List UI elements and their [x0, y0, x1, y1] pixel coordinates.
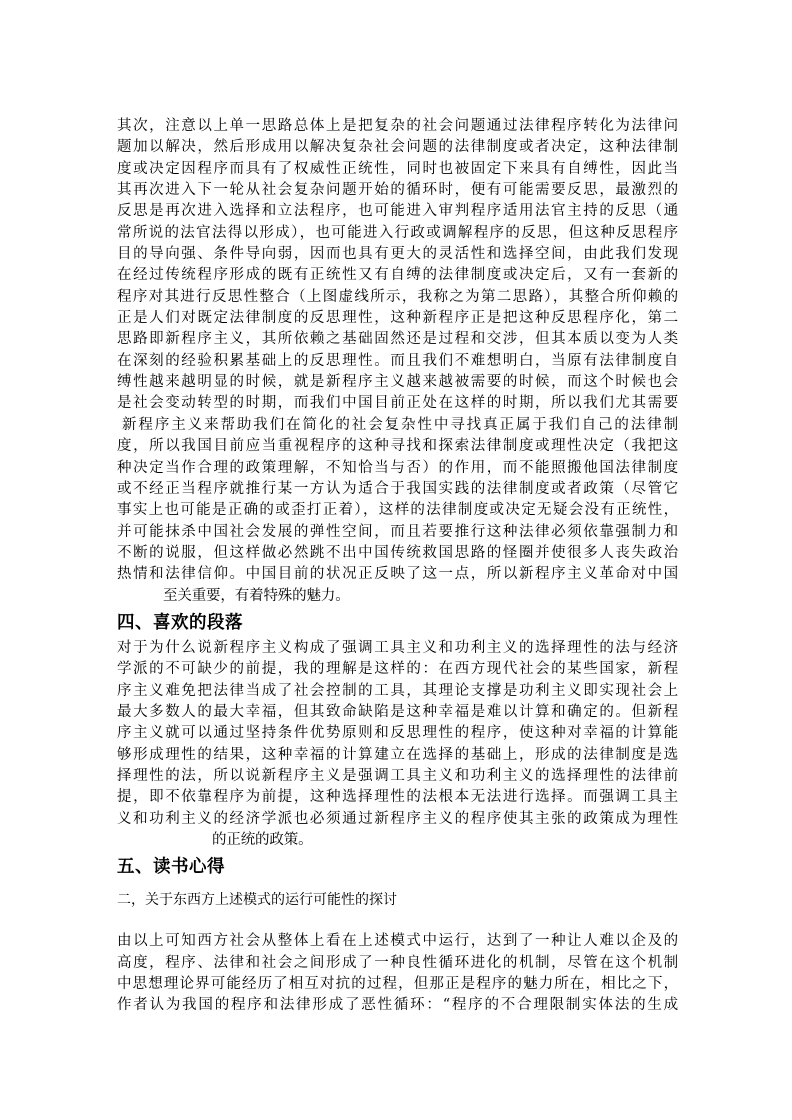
- document-page: [117, 116, 678, 1017]
- text-line: 最大多数人的最大幸福，但其致命缺陷是这种幸福是难以计算和确定的。但新程: [117, 703, 678, 720]
- text-line: 由以上可知西方社会从整体上看在上述模式中运行，达到了一种让人难以企及的: [117, 933, 678, 950]
- text-line: 序主义难免把法律当成了社会控制的工具，其理论支撑是功利主义即实现社会上: [117, 682, 678, 699]
- text-line: 思路即新程序主义，其所依赖之基础固然还是过程和交涉，但其本质以变为人类: [117, 331, 678, 348]
- paragraph-east-west: [117, 931, 678, 1016]
- text-line: 其再次进入下一轮从社会复杂问题开始的循环时，便有可能需要反思，最激烈的: [117, 182, 678, 199]
- text-line: 的正统的政策。: [212, 832, 313, 848]
- text-line: 度，所以我国目前应当重视程序的这种寻找和探索法律制度或理性决定（我把这: [117, 438, 678, 455]
- text-line: 择理性的法，所以说新程序主义是强调工具主义和功利主义的选择理性的法律前: [117, 767, 678, 784]
- text-line: 不断的说服，但这样做必然跳不出中国传统救国思路的怪圈并使很多人丧失政治: [117, 544, 678, 561]
- text-line: 作者认为我国的程序和法律形成了恶性循环：“程序的不合理限制实体法的生成: [117, 997, 678, 1014]
- section-heading-favorite-paragraph: 四、喜欢的段落: [117, 612, 243, 633]
- text-line: 缚性越来越明显的时候，就是新程序主义越来越被需要的时候，而这个时候也会: [117, 374, 678, 391]
- text-line: 题加以解决，然后形成用以解决复杂社会问题的法律制度或者决定，这种法律制: [117, 139, 678, 156]
- text-line: 序主义就可以通过坚持条件优势原则和反思理性的程序，使这种对幸福的计算能: [117, 725, 678, 742]
- text-line: 新程序主义来帮助我们在简化的社会复杂性中寻找真正属于我们自己的法律制: [122, 416, 678, 433]
- text-line: 程序对其进行反思性整合（上图虚线所示，我称之为第二思路），其整合所仰赖的: [117, 288, 678, 305]
- text-line: 热情和法律信仰。中国目前的状况正反映了这一点，所以新程序主义革命对中国: [117, 566, 678, 583]
- text-line: 目的导向强、条件导向弱，因而也具有更大的灵活性和选择空间，由此我们发现: [117, 246, 678, 263]
- paragraph-procedure-reflection: [117, 116, 678, 607]
- text-line: 常所说的法官法得以形成），也可能进入行政或调解程序的反思，但这种反思程序: [117, 224, 678, 241]
- text-line: 够形成理性的结果，这种幸福的计算建立在选择的基础上，形成的法律制度是选: [117, 746, 678, 763]
- text-line: 义和功利主义的经济学派也必须通过新程序主义的程序使其主张的政策成为理性: [117, 810, 678, 827]
- text-line: 反思是再次进入选择和立法程序，也可能进入审判程序适用法官主持的反思（通: [117, 203, 678, 220]
- section-heading-reading-notes: 五、读书心得: [117, 857, 225, 878]
- text-line: 提，即不依靠程序为前提，这种选择理性的法根本无法进行选择。而强调工具主: [117, 789, 678, 806]
- text-line: 在深刻的经验积累基础上的反思理性。而且我们不难想明白，当原有法律制度自: [117, 352, 678, 369]
- text-line: 至关重要，有着特殊的魅力。: [163, 587, 350, 604]
- text-line: 中思想理论界可能经历了相互对抗的过程，但那正是程序的魅力所在，相比之下，: [117, 976, 678, 993]
- text-line: 对于为什么说新程序主义构成了强调工具主义和功利主义的选择理性的法与经济: [117, 639, 678, 656]
- text-line: 度或决定因程序而具有了权威性正统性，同时也被固定下来具有自缚性，因此当: [117, 160, 678, 177]
- text-line: 种决定当作合理的政策理解，不知恰当与否）的作用，而不能照搬他国法律制度: [117, 459, 678, 476]
- text-line: 学派的不可缺少的前提，我的理解是这样的：在西方现代社会的某些国家，新程: [117, 661, 678, 678]
- text-line: 其次，注意以上单一思路总体上是把复杂的社会问题通过法律程序转化为法律问: [117, 118, 678, 134]
- text-line: 高度，程序、法律和社会之间形成了一种良性循环进化的机制，尽管在这个机制: [117, 954, 678, 971]
- subsection-title: 二，关于东西方上述模式的运行可能性的探讨: [117, 892, 397, 909]
- text-line: 事实上也可能是正确的或歪打正着），这样的法律制度或决定无疑会没有正统性，: [117, 502, 678, 519]
- text-line: 在经过传统程序形成的既有正统性又有自缚的法律制度或决定后，又有一套新的: [117, 267, 678, 284]
- text-line: 或不经正当程序就推行某一方认为适合于我国实践的法律制度或者政策（尽管它: [117, 480, 678, 497]
- text-line: 正是人们对既定法律制度的反思理性，这种新程序正是把这种反思程序化，第二: [117, 310, 678, 327]
- paragraph-favorite: [117, 638, 678, 851]
- text-line: 并可能抹杀中国社会发展的弹性空间，而且若要推行这种法律必须依靠强制力和: [117, 523, 678, 540]
- text-line: 是社会变动转型的时期，而我们中国目前正处在这样的时期，所以我们尤其需要: [117, 395, 678, 412]
